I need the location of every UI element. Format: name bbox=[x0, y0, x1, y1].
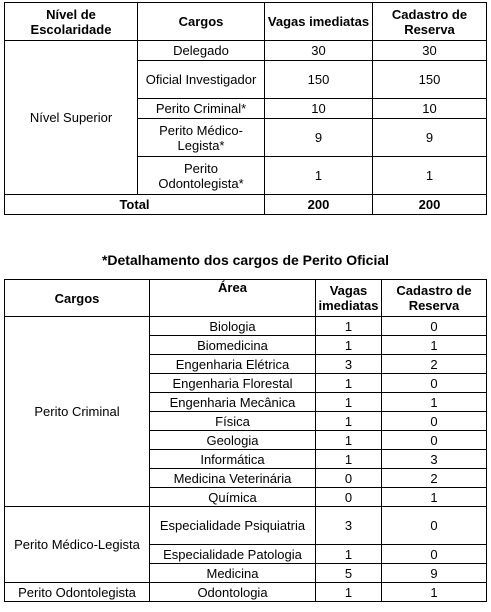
header-vagas: Vagas imediatas bbox=[265, 3, 373, 41]
vagas-cell: 1 bbox=[265, 157, 373, 195]
vagas-cell: 0 bbox=[316, 469, 382, 488]
cargo-cell: Oficial Investigador bbox=[138, 61, 265, 99]
area-cell: Especialidade Patologia bbox=[150, 545, 316, 564]
cargo-cell: Perito Criminal* bbox=[138, 99, 265, 119]
area-cell: Biomedicina bbox=[150, 336, 316, 355]
area-cell: Informática bbox=[150, 450, 316, 469]
header-reserva: Cadastro de Reserva bbox=[373, 3, 487, 41]
vagas-cell: 10 bbox=[265, 99, 373, 119]
vagas-cell: 3 bbox=[316, 507, 382, 545]
reserva-cell: 2 bbox=[382, 469, 487, 488]
vagas-cell: 1 bbox=[316, 583, 382, 602]
area-cell: Medicina bbox=[150, 564, 316, 583]
header-area: Área bbox=[150, 280, 316, 317]
reserva-cell: 1 bbox=[373, 157, 487, 195]
reserva-cell: 9 bbox=[373, 119, 487, 157]
vagas-table bbox=[4, 2, 487, 215]
reserva-cell: 150 bbox=[373, 61, 487, 99]
area-cell: Engenharia Elétrica bbox=[150, 355, 316, 374]
area-cell: Especialidade Psiquiatria bbox=[150, 507, 316, 545]
reserva-cell: 2 bbox=[382, 355, 487, 374]
area-cell: Odontologia bbox=[150, 583, 316, 602]
vagas-cell: 1 bbox=[316, 545, 382, 564]
header-cargos: Cargos bbox=[138, 3, 265, 41]
area-cell: Química bbox=[150, 488, 316, 507]
section-title: *Detalhamento dos cargos de Perito Oficial bbox=[101, 252, 390, 268]
vagas-cell: 1 bbox=[316, 374, 382, 393]
reserva-cell: 1 bbox=[382, 583, 487, 602]
area-cell: Medicina Veterinária bbox=[150, 469, 316, 488]
vagas-cell: 1 bbox=[316, 336, 382, 355]
vagas-cell: 0 bbox=[316, 488, 382, 507]
vagas-cell: 3 bbox=[316, 355, 382, 374]
table-row bbox=[5, 41, 487, 61]
reserva-cell: 0 bbox=[382, 317, 487, 336]
cargo-cell: Delegado bbox=[138, 41, 265, 61]
cargo-group-cell: Perito Criminal bbox=[5, 317, 150, 507]
vagas-cell: 1 bbox=[316, 412, 382, 431]
total-reserva: 200 bbox=[373, 195, 487, 215]
table-row bbox=[5, 583, 487, 602]
reserva-cell: 0 bbox=[382, 507, 487, 545]
cargo-cell: Perito Médico-Legista* bbox=[138, 119, 265, 157]
reserva-cell: 9 bbox=[382, 564, 487, 583]
level-cell: Nível Superior bbox=[5, 41, 138, 195]
reserva-cell: 30 bbox=[373, 41, 487, 61]
table-row bbox=[5, 507, 487, 545]
total-vagas: 200 bbox=[265, 195, 373, 215]
area-cell: Geologia bbox=[150, 431, 316, 450]
header-reserva: Cadastro de Reserva bbox=[382, 280, 487, 317]
vagas-cell: 30 bbox=[265, 41, 373, 61]
reserva-cell: 0 bbox=[382, 412, 487, 431]
perito-detail-table bbox=[4, 279, 487, 602]
area-cell: Engenharia Mecânica bbox=[150, 393, 316, 412]
vagas-cell: 5 bbox=[316, 564, 382, 583]
vagas-cell: 1 bbox=[316, 393, 382, 412]
vagas-cell: 1 bbox=[316, 450, 382, 469]
total-row bbox=[5, 195, 487, 215]
reserva-cell: 3 bbox=[382, 450, 487, 469]
area-cell: Engenharia Florestal bbox=[150, 374, 316, 393]
reserva-cell: 1 bbox=[382, 393, 487, 412]
header-cargos: Cargos bbox=[5, 280, 150, 317]
reserva-cell: 0 bbox=[382, 374, 487, 393]
cargo-cell: Perito Odontolegista* bbox=[138, 157, 265, 195]
reserva-cell: 0 bbox=[382, 545, 487, 564]
total-label: Total bbox=[5, 195, 265, 215]
vagas-cell: 150 bbox=[265, 61, 373, 99]
vagas-cell: 1 bbox=[316, 317, 382, 336]
reserva-cell: 1 bbox=[382, 488, 487, 507]
reserva-cell: 0 bbox=[382, 431, 487, 450]
cargo-group-cell: Perito Médico-Legista bbox=[5, 507, 150, 583]
header-escolaridade: Nível de Escolaridade bbox=[5, 3, 138, 41]
table-row bbox=[5, 317, 487, 336]
cargo-group-cell: Perito Odontolegista bbox=[5, 583, 150, 602]
area-cell: Biologia bbox=[150, 317, 316, 336]
vagas-cell: 1 bbox=[316, 431, 382, 450]
reserva-cell: 10 bbox=[373, 99, 487, 119]
reserva-cell: 1 bbox=[382, 336, 487, 355]
area-cell: Física bbox=[150, 412, 316, 431]
vagas-cell: 9 bbox=[265, 119, 373, 157]
header-vagas: Vagas imediatas bbox=[316, 280, 382, 317]
